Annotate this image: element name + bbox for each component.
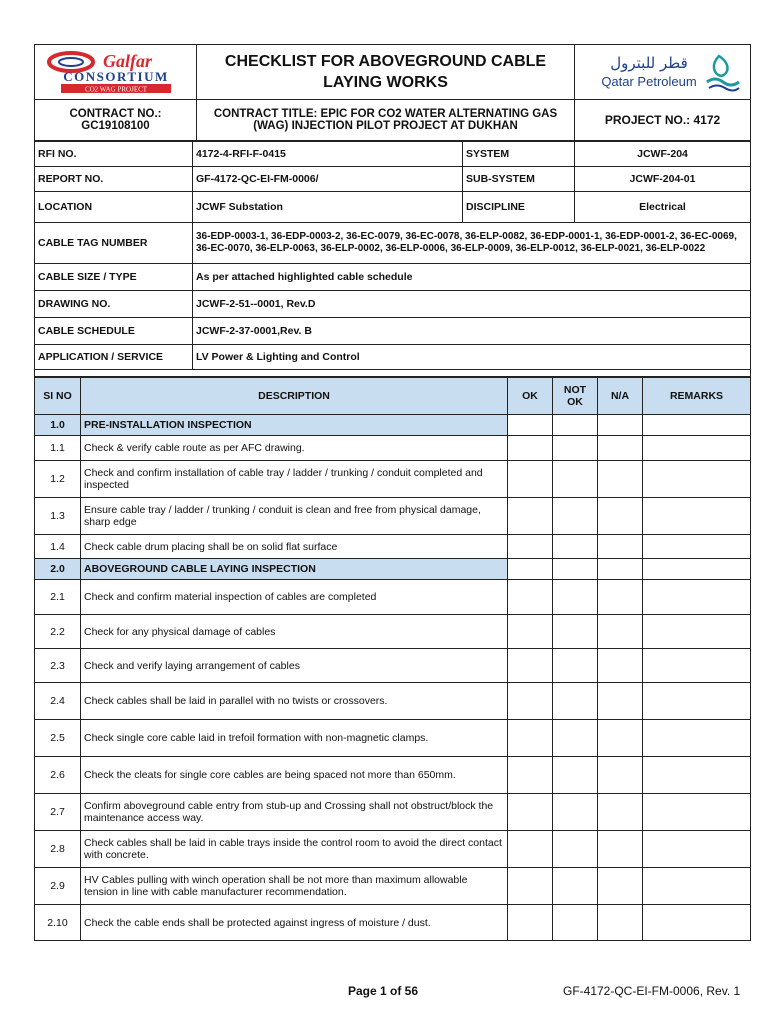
ok-cell[interactable] [508, 649, 553, 683]
not-ok-cell[interactable] [553, 831, 598, 868]
remarks-cell[interactable] [643, 649, 751, 683]
remarks-cell[interactable] [643, 683, 751, 720]
row-description: Check the cleats for single core cables are being spaced not more than 650mm. [81, 757, 508, 794]
row-description: Check cables shall be laid in cable trays inside the control room to avoid the direct contact with concrete. [81, 831, 508, 868]
not-ok-cell[interactable] [553, 580, 598, 615]
checklist-row [35, 905, 751, 941]
not-ok-cell[interactable] [553, 415, 598, 436]
cable-size-label: CABLE SIZE / TYPE [35, 264, 193, 291]
na-cell[interactable] [598, 580, 643, 615]
ok-cell[interactable] [508, 905, 553, 941]
ok-cell[interactable] [508, 831, 553, 868]
cable-schedule-label: CABLE SCHEDULE [35, 318, 193, 345]
col-header-na: N/A [598, 378, 643, 415]
remarks-cell[interactable] [643, 794, 751, 831]
ok-cell[interactable] [508, 615, 553, 649]
remarks-cell[interactable] [643, 720, 751, 757]
page-number: Page 1 of 56 [348, 984, 419, 998]
row-number: 1.1 [35, 436, 81, 461]
system-label: SYSTEM [463, 142, 575, 167]
drawing-value: JCWF-2-51--0001, Rev.D [193, 291, 751, 318]
ok-cell[interactable] [508, 461, 553, 498]
checklist-row [35, 794, 751, 831]
not-ok-cell[interactable] [553, 794, 598, 831]
title-line-1: CHECKLIST FOR ABOVEGROUND CABLE [224, 53, 547, 70]
cable-tag-value: 36-EDP-0003-1, 36-EDP-0003-2, 36-EC-0079, 36-EC-0078, 36-ELP-0082, 36-EDP-0001-1, 36-EDP-0001-2, 36-EC-0069, 36-EC-0070, 36-ELP-0063, 36-ELP-0002, 36-ELP-0006, 36-ELP-0009, 36-ELP-0012, 36-ELP-0021, 36-ELP-0022 [193, 223, 751, 264]
section-title: ABOVEGROUND CABLE LAYING INSPECTION [81, 559, 508, 580]
remarks-cell[interactable] [643, 905, 751, 941]
remarks-cell[interactable] [643, 868, 751, 905]
not-ok-cell[interactable] [553, 905, 598, 941]
checklist-row [35, 461, 751, 498]
galfar-logo [35, 45, 197, 100]
checklist-row [35, 615, 751, 649]
checklist-row [35, 498, 751, 535]
row-number: 2.10 [35, 905, 81, 941]
row-number: 2.8 [35, 831, 81, 868]
remarks-cell[interactable] [643, 498, 751, 535]
row-number: 2.6 [35, 757, 81, 794]
row-description: HV Cables pulling with winch operation shall be not more than maximum allowable tension in line with cable manufacturer recommendation. [81, 868, 508, 905]
section-row [35, 415, 751, 436]
title-line-2: LAYING WORKS [323, 74, 448, 91]
ok-cell[interactable] [508, 868, 553, 905]
col-header-remarks: REMARKS [643, 378, 751, 415]
contract-no-value: GC19108100 [81, 120, 150, 132]
qp-arabic: قطر للبترول [609, 53, 688, 72]
header-table [34, 44, 751, 141]
galfar-logo-icon [41, 48, 191, 94]
na-cell[interactable] [598, 461, 643, 498]
row-number: 2.7 [35, 794, 81, 831]
document-reference: GF-4172-QC-EI-FM-0006, Rev. 1 [563, 984, 741, 998]
row-description: Confirm aboveground cable entry from stub-up and Crossing shall not obstruct/block the maintenance access way. [81, 794, 508, 831]
report-value: GF-4172-QC-EI-FM-0006/ [193, 167, 463, 192]
remarks-cell[interactable] [643, 415, 751, 436]
na-cell[interactable] [598, 415, 643, 436]
section-title: PRE-INSTALLATION INSPECTION [81, 415, 508, 436]
na-cell[interactable] [598, 794, 643, 831]
checklist-row [35, 649, 751, 683]
row-description: Check cables shall be laid in parallel with no twists or crossovers. [81, 683, 508, 720]
rfi-label: RFI NO. [35, 142, 193, 167]
na-cell[interactable] [598, 498, 643, 535]
cable-tag-label: CABLE TAG NUMBER [35, 223, 193, 264]
checklist-row [35, 580, 751, 615]
project-number: PROJECT NO.: 4172 [575, 100, 751, 141]
row-number: 2.9 [35, 868, 81, 905]
na-cell[interactable] [598, 683, 643, 720]
checklist-row [35, 831, 751, 868]
na-cell[interactable] [598, 831, 643, 868]
remarks-cell[interactable] [643, 535, 751, 559]
galfar-name: CONSORTIUM [62, 68, 169, 84]
col-header-sino: SI NO [35, 378, 81, 415]
contract-number-cell [35, 100, 197, 141]
not-ok-cell[interactable] [553, 559, 598, 580]
row-number: 1.0 [35, 415, 81, 436]
location-label: LOCATION [35, 192, 193, 223]
not-ok-cell[interactable] [553, 436, 598, 461]
remarks-cell[interactable] [643, 615, 751, 649]
row-description: Check the cable ends shall be protected against ingress of moisture / dust. [81, 905, 508, 941]
checklist-table [34, 377, 751, 941]
col-header-ok: OK [508, 378, 553, 415]
contract-title-line-2: (WAG) INJECTION PILOT PROJECT AT DUKHAN [253, 120, 518, 132]
row-number: 2.4 [35, 683, 81, 720]
ok-cell[interactable] [508, 559, 553, 580]
contract-no-label: CONTRACT NO.: [69, 108, 162, 120]
checklist-page [34, 44, 750, 941]
row-number: 2.3 [35, 649, 81, 683]
checklist-row [35, 757, 751, 794]
remarks-cell[interactable] [643, 831, 751, 868]
not-ok-cell[interactable] [553, 498, 598, 535]
spacer-row [35, 370, 751, 377]
info-table [34, 141, 751, 377]
col-header-not-ok: NOT OK [553, 378, 598, 415]
section-row [35, 559, 751, 580]
qatar-petroleum-logo [575, 45, 751, 100]
checklist-row [35, 683, 751, 720]
galfar-brand: Galfar [102, 50, 152, 71]
row-number: 2.1 [35, 580, 81, 615]
report-label: REPORT NO. [35, 167, 193, 192]
not-ok-cell[interactable] [553, 615, 598, 649]
checklist-row [35, 720, 751, 757]
remarks-cell[interactable] [643, 559, 751, 580]
ok-cell[interactable] [508, 436, 553, 461]
not-ok-cell[interactable] [553, 461, 598, 498]
not-ok-cell[interactable] [553, 757, 598, 794]
ok-cell[interactable] [508, 757, 553, 794]
system-value: JCWF-204 [575, 142, 751, 167]
galfar-sub: CO2 WAG PROJECT [84, 85, 147, 93]
not-ok-cell[interactable] [553, 683, 598, 720]
checklist-row [35, 436, 751, 461]
row-description: Check single core cable laid in trefoil formation with non-magnetic clamps. [81, 720, 508, 757]
row-number: 1.4 [35, 535, 81, 559]
remarks-cell[interactable] [643, 461, 751, 498]
na-cell[interactable] [598, 905, 643, 941]
checklist-row [35, 535, 751, 559]
ok-cell[interactable] [508, 794, 553, 831]
row-description: Check and confirm installation of cable tray / ladder / trunking / conduit completed and inspected [81, 461, 508, 498]
application-value: LV Power & Lighting and Control [193, 345, 751, 370]
discipline-label: DISCIPLINE [463, 192, 575, 223]
row-number: 1.2 [35, 461, 81, 498]
contract-title-line-1: CONTRACT TITLE: EPIC FOR CO2 WATER ALTERNATING GAS [213, 108, 558, 120]
discipline-value: Electrical [575, 192, 751, 223]
subsystem-value: JCWF-204-01 [575, 167, 751, 192]
qatar-petroleum-logo-icon [579, 48, 747, 94]
row-number: 2.5 [35, 720, 81, 757]
cable-schedule-value: JCWF-2-37-0001,Rev. B [193, 318, 751, 345]
qp-name: Qatar Petroleum [600, 73, 697, 89]
ok-cell[interactable] [508, 683, 553, 720]
na-cell[interactable] [598, 757, 643, 794]
na-cell[interactable] [598, 868, 643, 905]
row-description: Check and verify laying arrangement of cables [81, 649, 508, 683]
checklist-row [35, 868, 751, 905]
ok-cell[interactable] [508, 580, 553, 615]
rfi-value: 4172-4-RFI-F-0415 [193, 142, 463, 167]
document-title [197, 45, 575, 100]
ok-cell[interactable] [508, 720, 553, 757]
row-description: Check and confirm material inspection of cables are completed [81, 580, 508, 615]
row-description: Check & verify cable route as per AFC drawing. [81, 436, 508, 461]
cable-size-value: As per attached highlighted cable schedule [193, 264, 751, 291]
row-number: 1.3 [35, 498, 81, 535]
na-cell[interactable] [598, 720, 643, 757]
not-ok-cell[interactable] [553, 720, 598, 757]
contract-title-cell [197, 100, 575, 141]
na-cell[interactable] [598, 615, 643, 649]
remarks-cell[interactable] [643, 580, 751, 615]
row-number: 2.0 [35, 559, 81, 580]
remarks-cell[interactable] [643, 436, 751, 461]
not-ok-cell[interactable] [553, 535, 598, 559]
location-value: JCWF Substation [193, 192, 463, 223]
na-cell[interactable] [598, 535, 643, 559]
not-ok-cell[interactable] [553, 649, 598, 683]
application-label: APPLICATION / SERVICE [35, 345, 193, 370]
ok-cell[interactable] [508, 535, 553, 559]
na-cell[interactable] [598, 559, 643, 580]
ok-cell[interactable] [508, 498, 553, 535]
row-description: Check cable drum placing shall be on solid flat surface [81, 535, 508, 559]
drawing-label: DRAWING NO. [35, 291, 193, 318]
col-header-description: DESCRIPTION [81, 378, 508, 415]
na-cell[interactable] [598, 436, 643, 461]
row-description: Ensure cable tray / ladder / trunking / conduit is clean and free from physical damage, sharp edge [81, 498, 508, 535]
na-cell[interactable] [598, 649, 643, 683]
row-description: Check for any physical damage of cables [81, 615, 508, 649]
remarks-cell[interactable] [643, 757, 751, 794]
row-number: 2.2 [35, 615, 81, 649]
subsystem-label: SUB-SYSTEM [463, 167, 575, 192]
not-ok-cell[interactable] [553, 868, 598, 905]
ok-cell[interactable] [508, 415, 553, 436]
